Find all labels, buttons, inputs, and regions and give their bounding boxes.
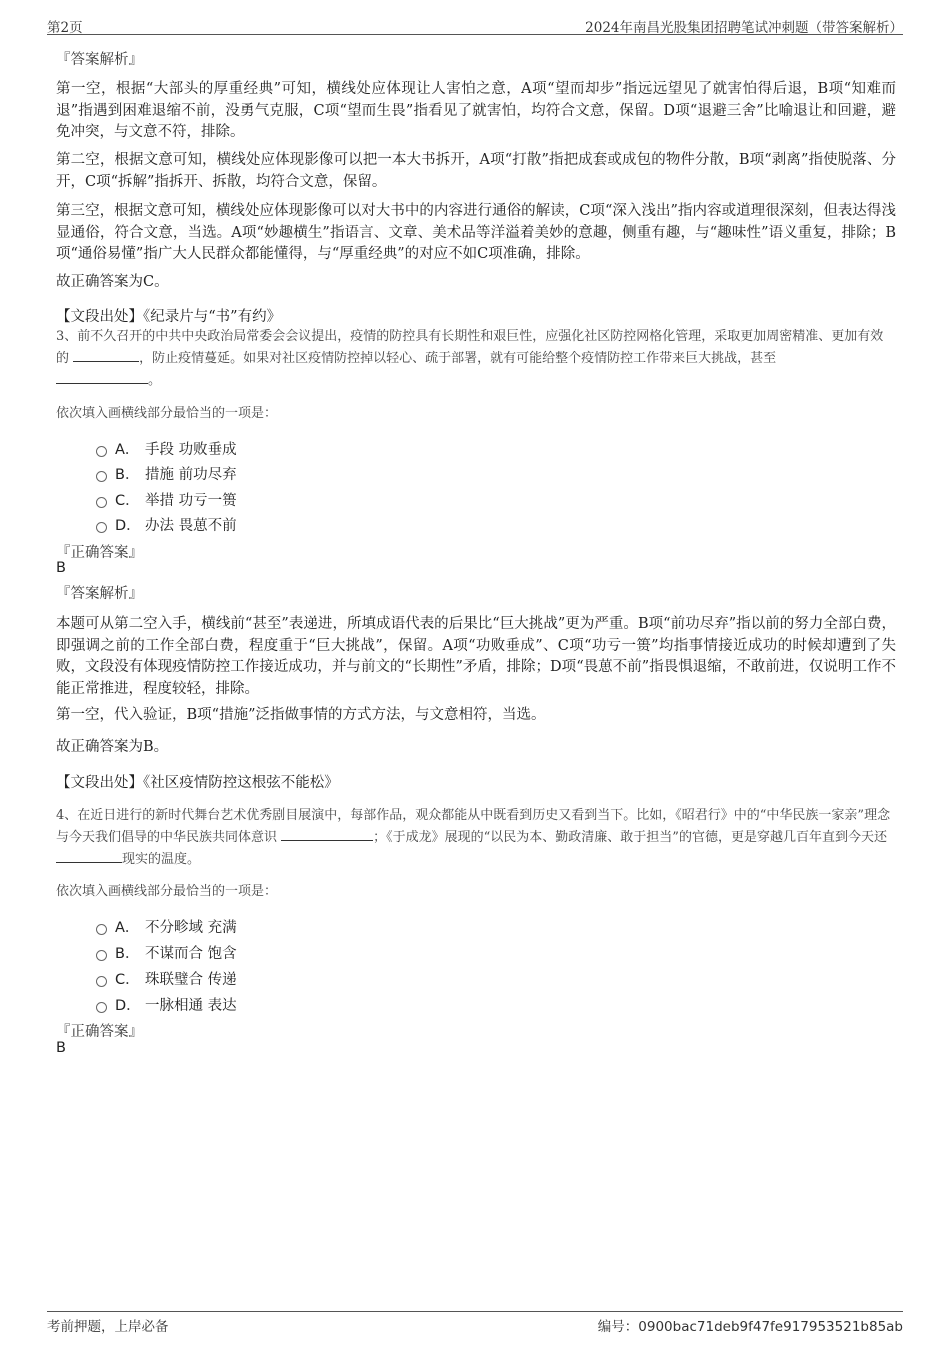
document-code: 编号：0900bac71deb9f47fe917953521b85ab xyxy=(597,1319,903,1335)
radio-icon[interactable] xyxy=(96,976,107,987)
option-c[interactable]: C． 珠联璧合 传递 xyxy=(96,968,237,988)
option-b[interactable]: B． 措施 前功尽弃 xyxy=(96,463,237,483)
correct-answer: B xyxy=(56,560,66,576)
option-b[interactable]: B． 不谋而合 饱含 xyxy=(96,942,237,962)
answer-blank xyxy=(56,848,122,863)
answer-blank xyxy=(73,347,139,362)
conclusion: 故正确答案为B。 xyxy=(56,739,169,755)
source-line xyxy=(56,771,339,792)
stem-text: 4、在近日进行的新时代舞台艺术优秀剧目展演中，每部作品，观众都能从中既看到历史又看到当下。比如，《昭君行》中的“中华民族一家亲”理念与今天我们倡导的中华民族共同体意识 xyxy=(56,808,891,845)
document-title: 2024年南昌光股集团招聘笔试冲刺题（带答案解析） xyxy=(585,20,903,36)
radio-icon[interactable] xyxy=(96,522,107,533)
radio-icon[interactable] xyxy=(96,950,107,961)
analysis-label: 『答案解析』 xyxy=(56,52,143,68)
radio-icon[interactable] xyxy=(96,446,107,457)
option-a[interactable]: A． 手段 功败垂成 xyxy=(96,438,237,458)
stem-text: 现实的温度。 xyxy=(122,852,201,867)
stem-text: 3、前不久召开的中共中央政治局常委会会议提出，疫情的防控具有长期性和艰巨性，应强化社区防控网格化管理，采取更加周密精准、更加有效的 xyxy=(56,329,884,366)
option-d[interactable]: D． 办法 畏葸不前 xyxy=(96,514,237,534)
source-prefix: 【文段出处】 xyxy=(56,775,143,791)
page-number: 第2页 xyxy=(47,20,83,36)
conclusion: 故正确答案为C。 xyxy=(56,274,169,290)
source-line xyxy=(56,305,281,326)
question-stem xyxy=(56,805,896,870)
option-c[interactable]: C． 举措 功亏一篑 xyxy=(96,489,237,509)
source-title: 《纪录片与“书”有约》 xyxy=(143,309,282,325)
answer-blank xyxy=(56,369,148,384)
analysis-paragraph: 第二空，根据文意可知，横线处应体现影像可以把一本大书拆开，A项“打散”指把成套或成包的物件分散，B项“剥离”指使脱落、分开，C项“拆解”指拆开、拆散，均符合文意，保留。 xyxy=(56,152,896,190)
radio-icon[interactable] xyxy=(96,924,107,935)
radio-icon[interactable] xyxy=(96,1002,107,1013)
answer-blank xyxy=(281,826,373,841)
correct-answer-label: 『正确答案』 xyxy=(56,545,143,561)
question-prompt: 依次填入画横线部分最恰当的一项是： xyxy=(56,884,278,899)
question-prompt: 依次填入画横线部分最恰当的一项是： xyxy=(56,406,278,421)
page-header xyxy=(47,14,903,35)
page-footer xyxy=(47,1311,903,1335)
analysis-paragraph: 本题可从第二空入手，横线前“甚至”表递进，所填成语代表的后果比“巨大挑战”更为严重。B项“前功尽弃”指以前的努力全部白费，即强调之前的工作全部白费，程度重于“巨大挑战”，保留。A项“功败垂成”、C项“功亏一篑”均指事情接近成功的时候却遭到了失败，文段没有体现疫情防控工作接近成功，并与前文的“长期性”矛盾，排除；D项“畏葸不前”指畏惧退缩，不敢前进，仅说明工作不能正常推进，程度较轻，排除。 xyxy=(56,616,896,697)
stem-text: 。 xyxy=(148,373,162,388)
question-stem xyxy=(56,326,896,391)
radio-icon[interactable] xyxy=(96,471,107,482)
option-d[interactable]: D． 一脉相通 表达 xyxy=(96,994,237,1014)
stem-text: ；《于成龙》展现的“以民为本、勤政清廉、敢于担当”的官德，更是穿越几百年直到今天还 xyxy=(373,830,887,845)
source-title: 《社区疫情防控这根弦不能松》 xyxy=(143,775,339,791)
option-a[interactable]: A． 不分畛域 充满 xyxy=(96,916,237,936)
correct-answer-label: 『正确答案』 xyxy=(56,1024,143,1040)
correct-answer: B xyxy=(56,1040,66,1056)
radio-icon[interactable] xyxy=(96,497,107,508)
analysis-label: 『答案解析』 xyxy=(56,586,143,602)
analysis-paragraph: 第三空，根据文意可知，横线处应体现影像可以对大书中的内容进行通俗的解读，C项“深入浅出”指内容或道理很深刻，但表达得浅显通俗，符合文意，当选。A项“妙趣横生”指语言、文章、美术品等洋溢着美妙的意趣，侧重有趣，与“趣味性”语义重复，排除；B项“通俗易懂”指广大人民群众都能懂得，与“厚重经典”的对应不如C项准确，排除。 xyxy=(56,203,896,262)
analysis-paragraph: 第一空，根据“大部头的厚重经典”可知，横线处应体现让人害怕之意，A项“望而却步”指远远望见了就害怕得后退，B项“知难而退”指遇到困难退缩不前，没勇气克服，C项“望而生畏”指看见了就害怕，均符合文意，保留。D项“退避三舍”比喻退让和回避，避免冲突，与文意不符，排除。 xyxy=(56,81,896,140)
analysis-paragraph: 第一空，代入验证，B项“措施”泛指做事情的方式方法，与文意相符，当选。 xyxy=(56,707,546,723)
stem-text: ，防止疫情蔓延。如果对社区疫情防控掉以轻心、疏于部署，就有可能给整个疫情防控工作带来巨大挑战，甚至 xyxy=(139,351,777,366)
source-prefix: 【文段出处】 xyxy=(56,309,143,325)
footer-slogan: 考前押题，上岸必备 xyxy=(47,1319,169,1335)
